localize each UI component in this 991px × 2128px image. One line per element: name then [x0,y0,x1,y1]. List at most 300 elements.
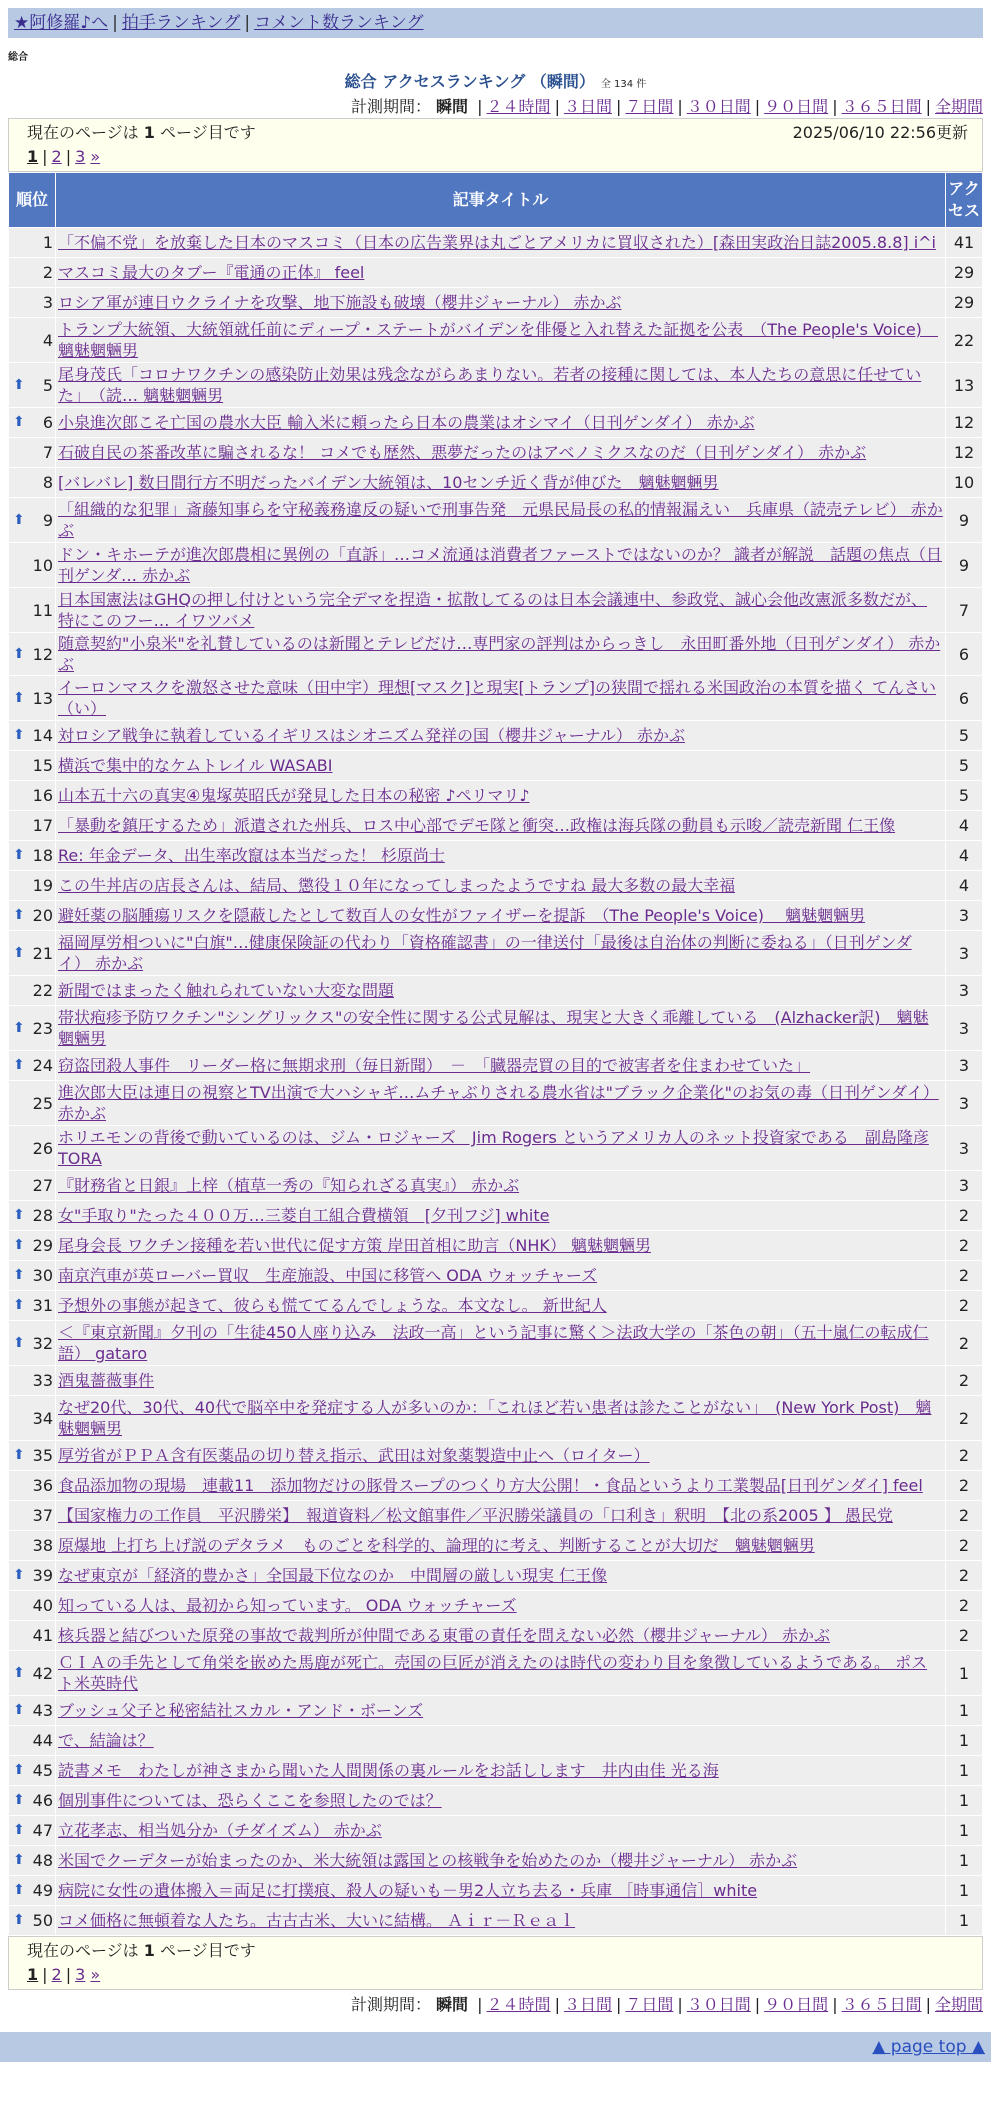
article-link[interactable]: 病院に女性の遺体搬入＝両足に打撲痕、殺人の疑いも－男2人立ち去る・兵庫 ［時事通信］white [58,1881,758,1900]
table-row [9,288,983,318]
rank-number: 31 [32,1296,53,1315]
up-arrow-icon: ⬆ [13,1019,25,1036]
table-row [9,976,983,1006]
rank-number: 15 [32,756,53,775]
title-cell [56,1786,946,1816]
title-cell [56,1291,946,1321]
article-link[interactable]: ＣＩＡの手先として角栄を嵌めた馬鹿が死亡。売国の巨匠が消えたのは時代の変わり目を象徴しているようである。 ポスト米英時代 [58,1653,928,1693]
title-cell [56,841,946,871]
period-link[interactable]: ３６５日間 [841,1995,922,2014]
separator: | [832,97,838,116]
rank-cell [9,1726,56,1756]
table-row [9,1321,983,1366]
title-cell [56,1366,946,1396]
article-link[interactable]: 個別事件については、恐らくここを参照したのでは？ [58,1791,442,1810]
separator: | [925,97,931,116]
article-link[interactable]: 対ロシア戦争に執着しているイギリスはシオニズム発祥の国（櫻井ジャーナル） 赤かぶ [58,726,686,745]
access-count: 41 [946,228,983,258]
separator: | [65,1965,72,1984]
page-status: 現在のページは 1 ページ目です [27,1941,256,1960]
top-navigation [8,8,983,38]
access-count: 9 [946,498,983,543]
article-link[interactable]: 米国でクーデターが始まったのか、米大統領は露国との核戦争を始めたのか（櫻井ジャーナル） 赤かぶ [58,1851,798,1870]
table-row [9,871,983,901]
table-row [9,543,983,588]
separator: | [554,97,560,116]
rank-cell [9,1501,56,1531]
table-row [9,676,983,721]
rank-number: 14 [32,726,53,745]
rank-number: 29 [32,1236,53,1255]
rank-number: 28 [32,1206,53,1225]
page-link[interactable]: 2 [51,147,62,166]
title-cell [56,1621,946,1651]
up-arrow-icon: ⬆ [13,1702,25,1718]
up-arrow-icon: ⬆ [13,1882,25,1898]
table-row [9,1441,983,1471]
period-link[interactable]: 全期間 [934,97,983,116]
article-link[interactable]: ＜『東京新聞』夕刊の「生徒450人座り込み 法政一高」という記事に驚く＞法政大学の「茶色の朝」（五十嵐仁の転成仁語） gataro [58,1323,929,1363]
period-link[interactable]: ３０日間 [686,97,751,116]
rank-number: 26 [32,1138,53,1158]
rank-number: 34 [32,1408,53,1428]
period-link[interactable]: ３６５日間 [841,97,922,116]
rank-number: 44 [32,1731,53,1750]
up-arrow-icon: ⬆ [13,1664,25,1681]
table-row [9,438,983,468]
access-count: 1 [946,1816,983,1846]
access-count: 5 [946,781,983,811]
up-arrow-icon: ⬆ [13,645,25,662]
article-link[interactable]: 随意契約"小泉米"を礼賛しているのは新聞とテレビだけ…専門家の評判はからっきし 永田町番外地（日刊ゲンダイ） 赤かぶ [58,634,941,674]
rank-number: 6 [42,413,53,432]
period-link[interactable]: ２４時間 [486,1995,551,2014]
period-current: 瞬間 [436,1995,469,2014]
total-count: 全 134 件 [600,79,647,90]
title-cell [56,498,946,543]
rank-cell [9,543,56,588]
page-info-bottom [8,1936,983,1990]
period-link[interactable]: ７日間 [625,1995,674,2014]
title-cell [56,468,946,498]
rank-number: 45 [32,1761,53,1780]
article-link[interactable]: 日本国憲法はGHQの押し付けという完全デマを捏造・拡散してるのは日本会議連中、参政党、誠心会他改憲派多数だが、特にこのフー… イワツバメ [58,590,928,630]
separator: | [244,13,251,33]
separator: | [832,1995,838,2014]
rank-cell [9,363,56,408]
rank-number: 39 [32,1566,53,1585]
up-arrow-icon: ⬆ [13,1057,25,1073]
rank-cell [9,1591,56,1621]
access-count: 2 [946,1591,983,1621]
up-arrow-icon: ⬆ [13,689,25,706]
article-link[interactable]: 横浜で集中的なケムトレイル WASABI [58,756,333,775]
rank-cell [9,633,56,676]
article-link[interactable]: 酒鬼薔薇事件 [58,1371,155,1390]
table-row [9,1201,983,1231]
current-page: 1 [27,147,39,166]
title-cell [56,901,946,931]
title-cell [56,1261,946,1291]
access-count: 13 [946,363,983,408]
table-row [9,1366,983,1396]
rank-number: 4 [42,330,53,350]
table-row [9,1816,983,1846]
rank-cell [9,1171,56,1201]
table-row [9,228,983,258]
rank-number: 16 [32,786,53,805]
table-row [9,1261,983,1291]
table-row [9,1006,983,1051]
pagination [27,145,968,169]
separator: | [925,1995,931,2014]
title-cell [56,1471,946,1501]
rank-number: 9 [42,510,53,530]
article-link[interactable]: 読書メモ わたしが神さまから聞いた人間関係の裏ルールをお話しします 井内由佳 光る海 [58,1761,719,1780]
next-page-link[interactable]: » [90,1965,101,1984]
article-link[interactable]: 避妊薬の脳腫瘍リスクを隠蔽したとして数百人の女性がファイザーを提訴 （The People's Voice) 魑魅魍魎男 [58,906,866,925]
updated-time: 2025/06/10 22:56更新 [792,123,968,142]
rank-number: 1 [42,233,53,252]
next-page-link[interactable]: » [90,147,101,166]
rank-cell [9,228,56,258]
rank-number: 37 [32,1506,53,1525]
rank-number: 21 [32,943,53,963]
rank-number: 49 [32,1881,53,1900]
access-count: 5 [946,721,983,751]
rank-cell [9,1366,56,1396]
rank-number: 10 [32,555,53,575]
article-link[interactable]: 尾身茂氏「コロナワクチンの感染防止効果は残念ながらあまりない。若者の接種に関しては、本人たちの意思に任せていた」 （読… 魑魅魍魎男 [58,365,922,405]
rank-number: 20 [32,906,53,925]
period-links [473,97,983,116]
table-row [9,1591,983,1621]
access-count: 4 [946,871,983,901]
up-arrow-icon: ⬆ [13,1207,25,1223]
table-row [9,1171,983,1201]
up-arrow-icon: ⬆ [13,944,25,961]
table-row [9,1876,983,1906]
rank-cell [9,1441,56,1471]
rank-number: 7 [42,443,53,462]
rank-cell [9,1201,56,1231]
title-cell [56,1846,946,1876]
pagination [27,1963,968,1987]
article-link[interactable]: 予想外の事態が起きて、彼らも慌ててるんでしょうな。本文なし。 新世紀人 [58,1296,607,1315]
separator: | [65,147,72,166]
rank-number: 27 [32,1176,53,1195]
table-row [9,1471,983,1501]
access-count: 2 [946,1321,983,1366]
access-count: 2 [946,1471,983,1501]
rank-cell [9,1396,56,1441]
period-label: 計測期間： [350,1995,431,2014]
page-link[interactable]: 3 [75,147,86,166]
separator: | [477,97,483,116]
up-arrow-icon: ⬆ [13,907,25,923]
access-count: 3 [946,1081,983,1126]
access-count: 5 [946,751,983,781]
rank-cell [9,1261,56,1291]
article-link[interactable]: 南京汽車が英ローバー買収 生産施設、中国に移管へ ODA ウォッチャーズ [58,1266,598,1285]
rank-number: 5 [42,375,53,395]
table-row [9,1501,983,1531]
article-link[interactable]: 進次郎大臣は連日の視察とTV出演で大ハシャギ…ムチャぶりされる農水省は"ブラック企業化"のお気の毒（日刊ゲンダイ） 赤かぶ [58,1083,939,1123]
access-count: 1 [946,1696,983,1726]
separator: | [112,13,118,33]
period-link[interactable]: ３日間 [563,97,612,116]
rank-number: 23 [32,1018,53,1038]
access-count: 6 [946,676,983,721]
period-link[interactable]: ９０日間 [764,1995,829,2014]
up-arrow-icon: ⬆ [13,1852,25,1868]
rank-number: 36 [32,1476,53,1495]
up-arrow-icon: ⬆ [13,727,25,743]
access-count: 3 [946,1171,983,1201]
up-arrow-icon: ⬆ [13,1267,25,1283]
up-arrow-icon: ⬆ [13,376,25,393]
article-link[interactable]: マスコミ最大のタブー『電通の正体』 feel [58,263,365,282]
period-link[interactable]: ７日間 [625,97,674,116]
rank-cell [9,841,56,871]
title-cell [56,1051,946,1081]
rank-cell [9,1846,56,1876]
article-link[interactable]: 小泉進次郎こそ亡国の農水大臣 輸入米に頼ったら日本の農業はオシマイ（日刊ゲンダイ） 赤かぶ [58,413,755,432]
rank-cell [9,976,56,1006]
access-count: 1 [946,1906,983,1936]
up-arrow-icon: ⬆ [13,1297,25,1313]
table-row [9,1726,983,1756]
title-cell [56,871,946,901]
article-link[interactable]: 福岡厚労相ついに"白旗"…健康保険証の代わり「資格確認書」の一律送付「最後は自治体の判断に委ねる」（日刊ゲンダイ） 赤かぶ [58,933,912,973]
rank-number: 47 [32,1821,53,1840]
rank-cell [9,1876,56,1906]
access-count: 7 [946,588,983,633]
article-link[interactable]: Re: 年金データ、出生率改竄は本当だった！ 杉原尚士 [58,846,445,865]
title-cell [56,1726,946,1756]
access-count: 1 [946,1876,983,1906]
article-link[interactable]: 尾身会長 ワクチン接種を若い世代に促す方策 岸田首相に助言（NHK） 魑魅魍魎男 [58,1236,651,1255]
title-cell [56,1756,946,1786]
title-cell [56,588,946,633]
comment-ranking-link[interactable]: コメント数ランキング [254,13,424,33]
rank-number: 43 [32,1701,53,1720]
article-link[interactable]: ロシア軍が連日ウクライナを攻撃、地下施設も破壊（櫻井ジャーナル） 赤かぶ [58,293,622,312]
article-link[interactable]: 『財務省と日銀』上梓（植草一秀の『知られざる真実』） 赤かぶ [58,1176,520,1195]
period-link[interactable]: 全期間 [934,1995,983,2014]
separator: | [615,1995,622,2014]
article-link[interactable]: 女"手取り"たった４００万…三菱自工組合費横領 [夕刊フジ] white [58,1206,550,1225]
table-row [9,1621,983,1651]
table-row [9,1651,983,1696]
period-link[interactable]: ９０日間 [764,97,829,116]
access-count: 10 [946,468,983,498]
rank-cell [9,1561,56,1591]
up-arrow-icon: ⬆ [13,1334,25,1351]
table-row [9,1126,983,1171]
title-cell [56,751,946,781]
home-link[interactable]: ★阿修羅♪へ [14,13,109,33]
article-link[interactable]: 窃盗団殺人事件 リーダー格に無期求刑（毎日新聞） － 「臓器売買の目的で被害者を住まわせていた」 [58,1056,811,1075]
article-link[interactable]: ブッシュ父子と秘密結社スカル・アンド・ボーンズ [58,1701,424,1720]
rank-number: 40 [32,1596,53,1615]
separator: | [477,1995,483,2014]
period-link[interactable]: ３日間 [563,1995,612,2014]
title-cell [56,1081,946,1126]
rank-cell [9,498,56,543]
title-cell [56,811,946,841]
period-link[interactable]: ２４時間 [486,97,551,116]
article-link[interactable]: コメ価格に無頓着な人たち。古古古米、大いに結構。 Ａｉｒ－Ｒｅａｌ [58,1911,576,1930]
access-count: 1 [946,1846,983,1876]
article-link[interactable]: 山本五十六の真実④鬼塚英昭氏が発見した日本の秘密 ♪ペリマリ♪ [58,786,530,805]
access-count: 3 [946,1006,983,1051]
rank-cell [9,751,56,781]
access-count: 2 [946,1231,983,1261]
rank-cell [9,1051,56,1081]
rank-cell [9,781,56,811]
title-cell [56,1201,946,1231]
article-link[interactable]: 「組織的な犯罪」斎藤知事らを守秘義務違反の疑いで刑事告発 元県民局長の私的情報漏えい 兵庫県（読売テレビ） 赤かぶ [58,500,943,540]
title-cell [56,1651,946,1696]
rank-cell [9,1081,56,1126]
up-arrow-icon: ⬆ [13,847,25,863]
article-link[interactable]: 「暴動を鎮圧するため」派遣された州兵、ロス中心部でデモ隊と衝突…政権は海兵隊の動員も示唆／読売新聞 仁王像 [58,816,896,835]
rank-cell [9,1471,56,1501]
table-row [9,811,983,841]
table-row [9,1531,983,1561]
article-link[interactable]: 石破自民の茶番改革に騙されるな！ コメでも歴然、悪夢だったのはアベノミクスなのだ（日刊ゲンダイ） 赤かぶ [58,443,867,462]
rank-number: 35 [32,1446,53,1465]
rank-cell [9,811,56,841]
article-link[interactable]: ドン・キホーテが進次郎農相に異例の「直訴」…コメ流通は消費者ファーストではないのか？ 識者が解説 話題の焦点（日刊ゲンダ… 赤かぶ [58,545,942,585]
article-link[interactable]: 立花孝志、相当処分か（チダイズム） 赤かぶ [58,1821,382,1840]
title-cell [56,543,946,588]
period-selector-bottom [8,1994,983,2016]
separator: | [677,97,683,116]
access-count: 1 [946,1651,983,1696]
rank-number: 8 [42,473,53,492]
separator: | [42,147,48,166]
title-cell [56,363,946,408]
rank-number: 33 [32,1371,53,1390]
table-row [9,588,983,633]
table-row [9,498,983,543]
section-label: 総合 [8,52,28,63]
table-row [9,408,983,438]
title-cell [56,976,946,1006]
article-link[interactable]: で、結論は？ [58,1731,154,1750]
article-link[interactable]: 食品添加物の現場 連載11 添加物だけの豚骨スープのつくり方大公開！・食品というより工業製品[日刊ゲンダイ] feel [58,1476,923,1495]
title-cell [56,1231,946,1261]
hakushu-ranking-link[interactable]: 拍手ランキング [121,13,241,33]
rank-number: 48 [32,1851,53,1870]
article-link[interactable]: 帯状疱疹予防ワクチン"シングリックス"の安全性に関する公式見解は、現実と大きく乖離している (Alzhacker訳) 魑魅魍魎男 [58,1008,929,1048]
title-cell [56,1321,946,1366]
article-link[interactable]: イーロンマスクを激怒させた意味（田中宇）理想[マスク]と現実[トランプ]の狭間で揺れる米国政治の本質を描く てんさい（い） [58,678,937,718]
title-cell [56,288,946,318]
access-count: 9 [946,543,983,588]
article-link[interactable]: なぜ東京が「経済的豊かさ」全国最下位なのか 中間層の厳しい現実 仁王像 [58,1566,608,1585]
rank-cell [9,1321,56,1366]
rank-cell [9,1531,56,1561]
page-link[interactable]: 3 [75,1965,86,1984]
article-link[interactable]: トランプ大統領、大統領就任前にディープ・ステートがバイデンを俳優と入れ替えた証拠を公表 （The People's Voice) 魑魅魍魎男 [58,320,938,360]
table-row [9,1231,983,1261]
table-row [9,721,983,751]
article-link[interactable]: 核兵器と結びついた原発の事故で裁判所が仲間である東電の責任を問えない必然（櫻井ジャーナル） 赤かぶ [58,1626,830,1645]
article-link[interactable]: 知っている人は、最初から知っています。 ODA ウォッチャーズ [58,1596,517,1615]
access-count: 4 [946,841,983,871]
page-link[interactable]: 2 [51,1965,62,1984]
rank-cell [9,1126,56,1171]
title-cell [56,408,946,438]
access-count: 1 [946,1786,983,1816]
table-row [9,1756,983,1786]
access-count: 2 [946,1621,983,1651]
table-row [9,751,983,781]
table-row [9,1696,983,1726]
up-arrow-icon: ⬆ [13,1792,25,1808]
page-title: 総合 アクセスランキング （瞬間） [344,72,595,91]
rank-number: 22 [32,981,53,1000]
table-row [9,633,983,676]
separator: | [677,1995,683,2014]
table-row [9,258,983,288]
article-link[interactable]: 厚労省がＰＰＡ含有医薬品の切り替え指示、武田は対象薬製造中止へ（ロイター） [58,1446,650,1465]
rank-number: 38 [32,1536,53,1555]
title-cell [56,228,946,258]
article-link[interactable]: 【国家権力の工作員 平沢勝栄】 報道資料／松文館事件／平沢勝栄議員の「口利き」釈明 【北の系2005 】 愚民党 [58,1506,893,1525]
title-cell [56,1006,946,1051]
up-arrow-icon: ⬆ [13,1912,25,1928]
table-row [9,841,983,871]
article-link[interactable]: 原爆地 上打ち上げ説のデタラメ ものごとを科学的、論理的に考え、判断することが大切だ 魑魅魍魎男 [58,1536,815,1555]
article-link[interactable]: ホリエモンの背後で動いているのは、ジム・ロジャーズ Jim Rogers というアメリカ人のネット投資家である 副島隆彦 TORA [58,1128,929,1168]
title-cell [56,1531,946,1561]
table-row [9,781,983,811]
page-top-link[interactable]: ▲ page top ▲ [872,2037,985,2057]
rank-number: 50 [32,1911,53,1930]
rank-cell [9,721,56,751]
table-row [9,1906,983,1936]
title-cell [56,1696,946,1726]
title-cell [56,676,946,721]
rank-cell [9,438,56,468]
page-title-row [8,69,983,92]
table-row [9,468,983,498]
period-link[interactable]: ３０日間 [686,1995,751,2014]
article-link[interactable]: なぜ20代、30代、40代で脳卒中を発症する人が多いのか：「これほど若い患者は診たことがない」 (New York Post) 魑魅魍魎男 [58,1398,932,1438]
article-link[interactable]: [バレバレ] 数日間行方不明だったバイデン大統領は、10センチ近く背が伸びた 魑魅魍魎男 [58,473,719,492]
rank-number: 46 [32,1791,53,1810]
rank-cell [9,1651,56,1696]
article-link[interactable]: 「不偏不党」を放棄した日本のマスコミ（日本の広告業界は丸ごとアメリカに買収された）[森田実政治日誌2005.8.8] i^i [58,233,936,252]
table-row [9,318,983,363]
article-link[interactable]: この牛丼店の店長さんは、結局、懲役１０年になってしまったようですね 最大多数の最大幸福 [58,876,736,895]
rank-cell [9,318,56,363]
access-count: 12 [946,438,983,468]
rank-number: 12 [32,644,53,664]
rank-cell [9,1816,56,1846]
rank-cell [9,1696,56,1726]
table-row [9,363,983,408]
col-title-header: 記事タイトル [56,173,946,228]
article-link[interactable]: 新聞ではまったく触れられていない大変な問題 [58,981,395,1000]
access-count: 3 [946,931,983,976]
up-arrow-icon: ⬆ [13,414,25,430]
rank-number: 13 [32,688,53,708]
